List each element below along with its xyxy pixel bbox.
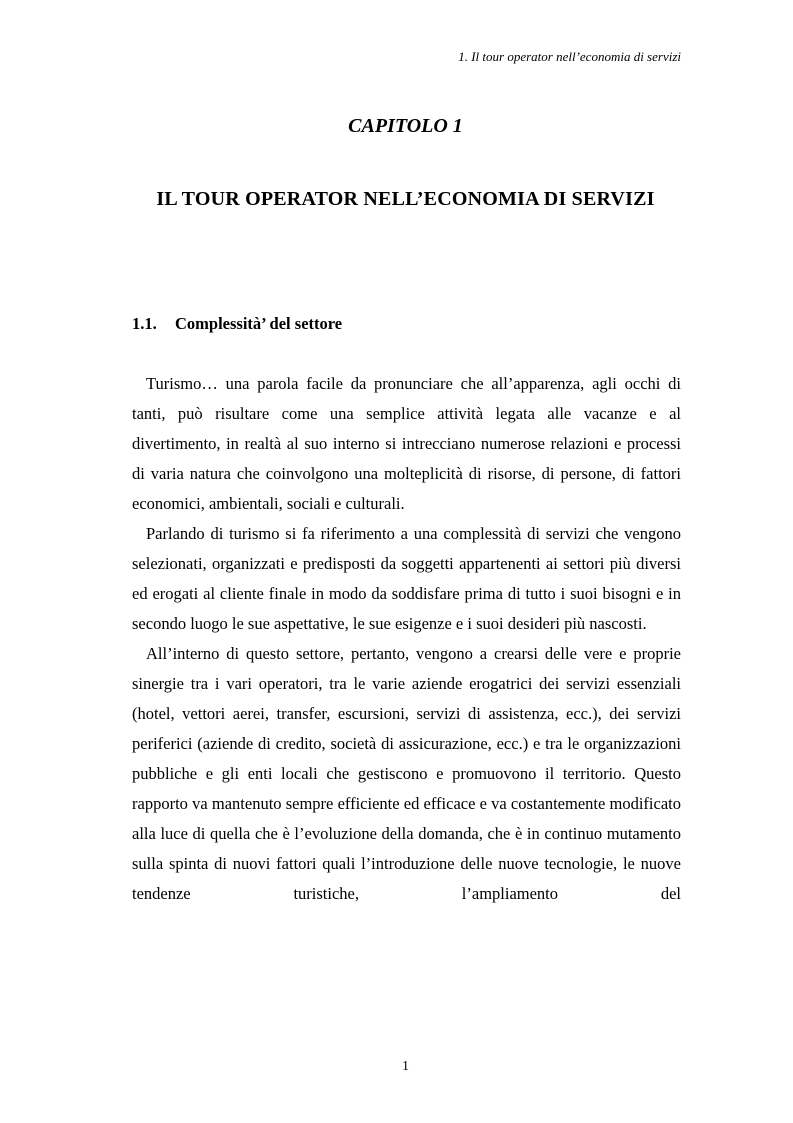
paragraph-2: Parlando di turismo si fa riferimento a una complessità di servizi che vengono selezionati, organizzati e predisposti da soggetti appartenenti ai settori più diversi ed erogati al cliente finale in modo da soddisfare prima di tutto i suoi bisogni e in secondo luogo le sue aspettative, le sue esigenze e i suoi desideri più nascosti. [132,524,681,633]
section-heading [132,314,342,334]
section-title: Complessità’ del settore [175,314,343,333]
chapter-label: CAPITOLO 1 [348,115,463,137]
paragraph-1: Turismo… una parola facile da pronunciare che all’apparenza, agli occhi di tanti, può risultare come una semplice attività legata alle vacanze e al divertimento, in realtà al suo interno si intrecciano numerose relazioni e processi di varia natura che coinvolgono una molteplicità di risorse, di persone, di fattori economici, ambientali, sociali e culturali. [132,374,681,513]
chapter-title: IL TOUR OPERATOR NELL’ECONOMIA DI SERVIZI [156,188,655,210]
section-number: 1.1. [132,314,157,333]
running-header: 1. Il tour operator nell’economia di servizi [458,49,681,64]
page-number: 1 [402,1059,409,1074]
paragraph-3: All’interno di questo settore, pertanto, vengono a crearsi delle vere e proprie sinergie tra i vari operatori, tra le varie aziende erogatrici dei servizi essenziali (hotel, vettori aerei, transfer, escursioni, servizi di assistenza, ecc.), dei servizi periferici (aziende di credito, società di assicurazione, ecc.) e tra le organizzazioni pubbliche e gli enti locali che gestiscono e promuovono il territorio. Questo rapporto va mantenuto sempre efficiente ed efficace e va costantemente modificato alla luce di quella che è l’evoluzione della domanda, che è in continuo mutamento sulla spinta di nuovi fattori quali l’introduzione delle nuove tecnologie, le nuove tendenze turistiche, l’ampliamento del [132,644,681,903]
body-text [132,369,681,909]
